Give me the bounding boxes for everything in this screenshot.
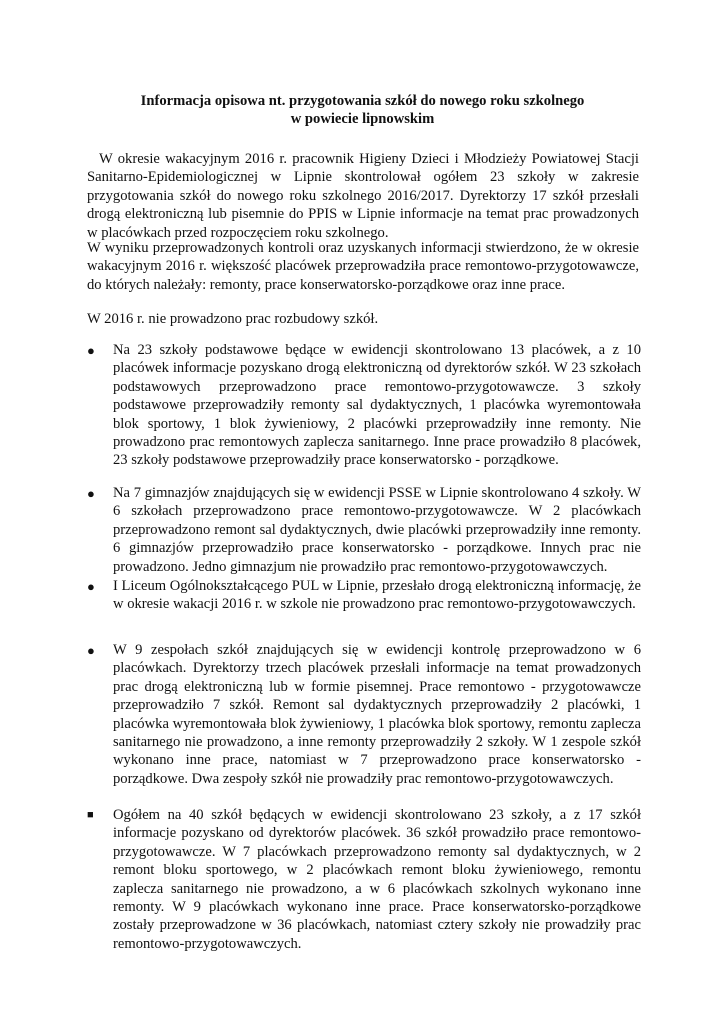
list-item-text: W 9 zespołach szkół znajdujących się w ewidencji kontrolę przeprowadzono w 6 placówkach. Dyrektorzy trzech placówek przesłali informacje na temat prowadzonych prac drogą elektroniczną lub w formie pisemnej. Prace remontowo - przygotowawcze przeprowadziło 7 szkół. Remont sal dydaktycznych przeprowadziły 2 placówki, 1 placówka wyremontowała blok żywieniowy, 1 placówka blok sportowy, remontu zaplecza sanitarnego nie prowadzono, a inne remonty przeprowadziły 2 szkoły. W 1 zespole szkół wykonano inne prace, natomiast w 7 przeprowadzono prace konserwatorsko - porządkowe. Dwa zespoły szkół nie prowadziły prac remontowo-przygotowawczych. <box>113 642 641 787</box>
intro-paragraph: W okresie wakacyjnym 2016 r. pracownik Higieny Dzieci i Młodzieży Powiatowej Stacji Sanitarno-Epidemiologicznej w Lipnie skontrolował ogółem 23 szkoły w zakresie przygotowania szkół do nowego roku szkolnego 2016/2017. Dyrektorzy 17 szkół przesłali drogą elektroniczną lub pisemnie do PPIS w Lipnie informacje na temat prac prowadzonych w placówkach przed rozpoczęciem roku szkolnego. <box>87 151 639 241</box>
document-title-line-2: w powiecie lipnowskim <box>290 111 435 127</box>
list-item-text: I Liceum Ogólnokształcącego PUL w Lipnie, przesłało drogą elektroniczną informację, że w okresie wakacji 2016 r. w szkole nie prowadzono prac remontowo-przygotowawczych. <box>113 578 641 613</box>
list-item-text: Na 7 gimnazjów znajdujących się w ewidencji PSSE w Lipnie skontrolowano 4 szkoły. W 6 szkołach przeprowadzono prace remontowo-przygotowawcze. W 2 placówkach przeprowadzono remont sal dydaktycznych, dwie placówki przeprowadziły inne remonty. 6 gimnazjów przeprowadziło prace konserwatorsko - porządkowe. Innych prac nie prowadzono. Jedno gimnazjum nie prowadziło prac remontowo-przygotowawczych. <box>113 485 641 575</box>
no-expansion-paragraph: W 2016 r. nie prowadzono prac rozbudowy szkół. <box>87 311 379 327</box>
bullet-dot-icon: ● <box>87 643 95 658</box>
document-title-line-1: Informacja opisowa nt. przygotowania szkół do nowego roku szkolnego <box>140 93 585 109</box>
results-paragraph: W wyniku przeprowadzonych kontroli oraz uzyskanych informacji stwierdzono, że w okresie wakacyjnym 2016 r. większość placówek przeprowadziła prace remontowo-przygotowawcze, do których należały: remonty, prace konserwatorsko-porządkowe oraz inne prace. <box>87 240 639 293</box>
bullet-dot-icon: ● <box>87 579 95 594</box>
bullet-square-icon: ■ <box>87 809 94 821</box>
list-item-text: Na 23 szkoły podstawowe będące w ewidencji skontrolowano 13 placówek, a z 10 placówek informacje pozyskano drogą elektroniczną od dyrektorów szkół. W 23 szkołach podstawowych przeprowadzono prace remontowo-przygotowawcze. 3 szkoły podstawowe przeprowadziły remonty sal dydaktycznych, 1 placówka wyremontowała blok sportowy, 1 blok żywieniowy, 2 placówki przeprowadziły inne remonty. Nie prowadzono prac remontowych zaplecza sanitarnego. Inne prace prowadziło 8 placówek, 23 szkoły podstawowe przeprowadziły prace konserwatorsko - porządkowe. <box>113 342 641 469</box>
bullet-dot-icon: ● <box>87 343 95 358</box>
bullet-dot-icon: ● <box>87 486 95 501</box>
list-item-text: Ogółem na 40 szkół będących w ewidencji skontrolowano 23 szkoły, a z 17 szkół informacje pozyskano od dyrektorów placówek. 36 szkół prowadziło prace remontowo-przygotowawcze. W 7 placówkach przeprowadzono remonty sal dydaktycznych, w 2 remont bloku sportowego, w 2 placówkach remont bloku żywieniowego, remontu zaplecza sanitarnego nie prowadzono, a w 6 placówkach szkolnych wykonano inne remonty. W 9 placówkach wykonano inne prace. Prace konserwatorsko-porządkowe zostały przeprowadzone w 36 placówkach, natomiast cztery szkoły nie prowadziły prac remontowo-przygotowawczych. <box>113 807 641 952</box>
